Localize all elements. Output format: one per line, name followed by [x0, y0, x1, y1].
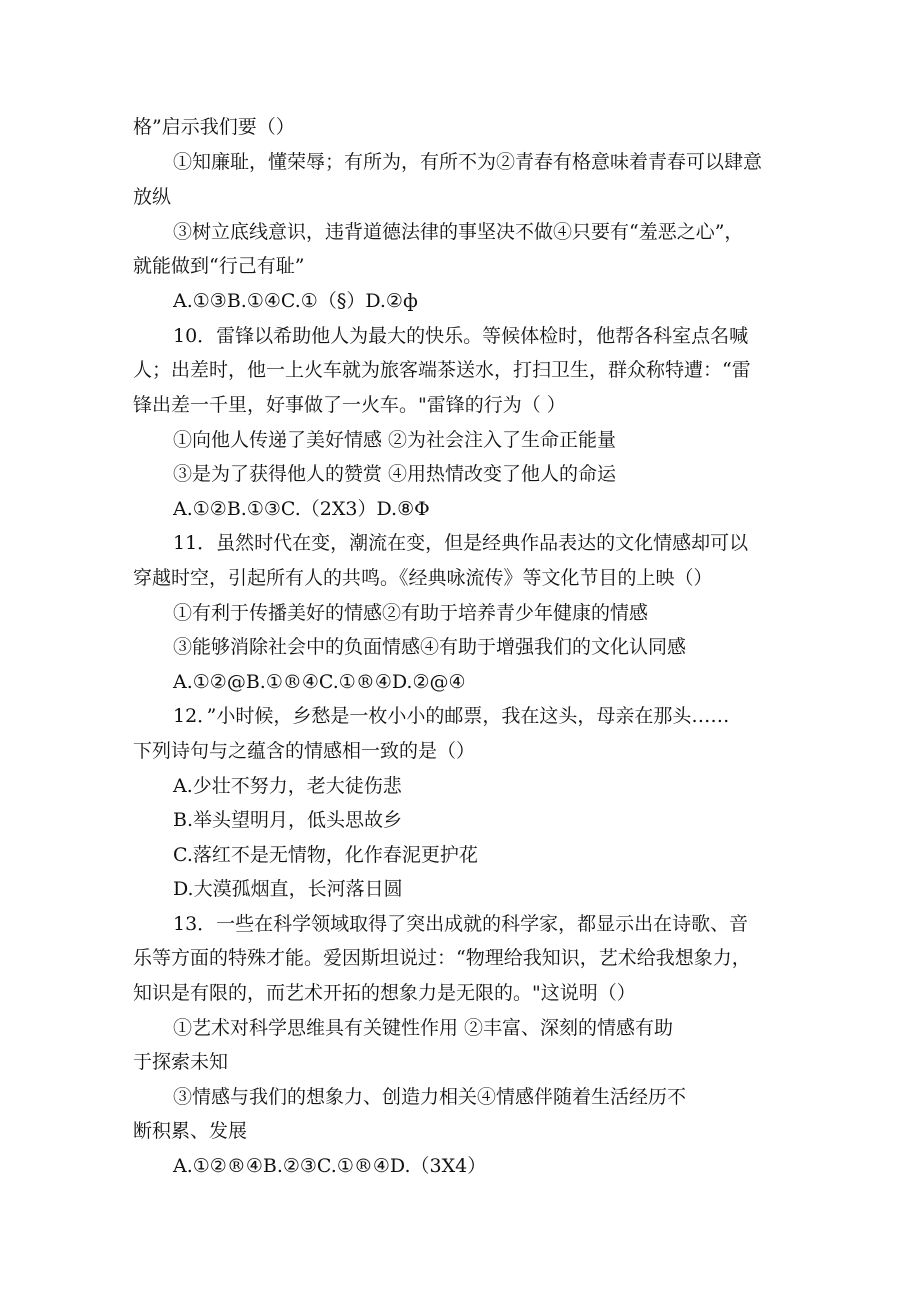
q13-stem: 13．一些在科学领域取得了突出成就的科学家，都显示出在诗歌、音 — [173, 913, 749, 935]
q9-statement-3-4-cont: 就能做到“行己有耻” — [133, 255, 305, 277]
q13-options: A.①②®④B.②③C.①®④D.（3X4） — [173, 1155, 487, 1177]
q10-statements-3-4: ③是为了获得他人的赞赏 ④用热情改变了他人的命运 — [173, 463, 617, 485]
q11-statements-1-2: ①有利于传播美好的情感②有助于培养青少年健康的情感 — [173, 602, 649, 624]
q12-option-a: A.少壮不努力，老大徒伤悲 — [173, 775, 402, 797]
q9-statement-1-2-cont: 放纵 — [133, 186, 172, 208]
q13-statements-3-4: ③情感与我们的想象力、创造力相关④情感伴随着生活经历不 — [173, 1086, 687, 1108]
q12-option-d: D.大漠孤烟直，长河落日圆 — [173, 878, 403, 900]
q13-statements-1-2: ①艺术对科学思维具有关键性作用 ②丰富、深刻的情感有助 — [173, 1017, 674, 1039]
q11-statements-3-4: ③能够消除社会中的负面情感④有助于增强我们的文化认同感 — [173, 636, 687, 658]
q12-option-b: B.举头望明月，低头思故乡 — [173, 809, 403, 831]
q13-statements-1-2-cont: 于探索未知 — [133, 1051, 229, 1073]
q13-stem-cont-2: 知识是有限的，而艺术开拓的想象力是无限的。"这说明（） — [133, 982, 636, 1004]
q12-stem: 12．”小时候，乡愁是一枚小小的邮票，我在这头，母亲在那头…… — [173, 705, 730, 727]
q11-stem-cont: 穿越时空，引起所有人的共鸣。《经典咏流传》等文化节目的上映（） — [133, 567, 713, 589]
q10-stem-cont-1: 人；出差时，他一上火车就为旅客端茶送水，打扫卫生，群众称特遭：“雷 — [133, 359, 751, 381]
q9-statement-3-4: ③树立底线意识，违背道德法律的事坚决不做④只要有“羞恶之心”， — [173, 221, 744, 243]
q12-stem-cont: 下列诗句与之蕴含的情感相一致的是（） — [133, 740, 476, 762]
q9-statement-1-2: ①知廉耻，懂荣辱；有所为，有所不为②青春有格意味着青春可以肆意 — [173, 151, 763, 173]
q11-options: A.①②@B.①®④C.①®④D.②@④ — [173, 671, 466, 693]
q13-statements-3-4-cont: 断积累、发展 — [133, 1120, 248, 1142]
q12-option-c: C.落红不是无情物，化作春泥更护花 — [173, 844, 478, 866]
q10-stem-cont-2: 锋出差一千里，好事做了一火车。"雷锋的行为（ ） — [133, 394, 566, 416]
q9-stem-tail: 格”启示我们要（） — [133, 116, 295, 138]
q11-stem: 11．虽然时代在变，潮流在变，但是经典作品表达的文化情感却可以 — [173, 532, 749, 554]
q10-stem: 10．雷锋以希助他人为最大的快乐。等候体检时，他帮各科室点名喊 — [173, 325, 749, 347]
q13-stem-cont-1: 乐等方面的特殊才能。爱因斯坦说过：“物理给我知识，艺术给我想象力， — [133, 947, 751, 969]
q9-options: A.①③B.①④C.①（§）D.②ф — [173, 290, 418, 312]
q10-statements-1-2: ①向他人传递了美好情感 ②为社会注入了生命正能量 — [173, 429, 617, 451]
q10-options: A.①②B.①③C.（2X3）D.⑧Φ — [173, 498, 430, 520]
